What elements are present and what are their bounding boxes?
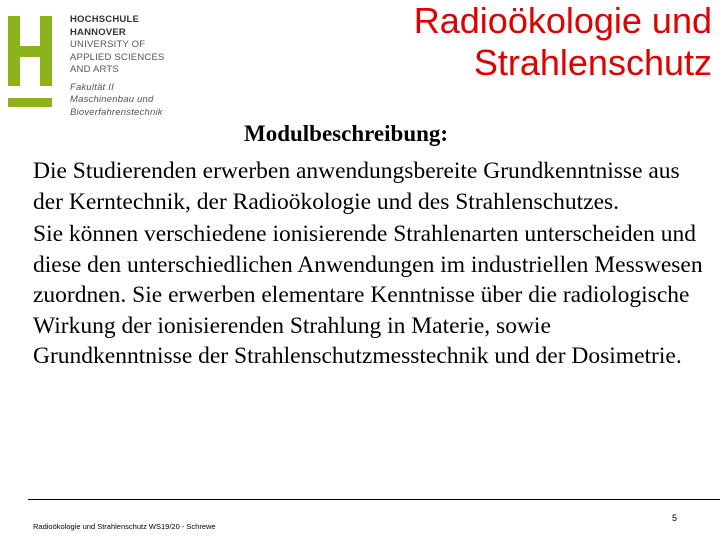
logo-name-line: AND ARTS bbox=[70, 64, 119, 76]
logo-faculty-line: Maschinenbau und bbox=[70, 94, 154, 106]
slide-title-line: Radioökologie und bbox=[413, 0, 712, 41]
logo-name-line: APPLIED SCIENCES bbox=[70, 51, 165, 63]
slide-title-line: Strahlenschutz bbox=[473, 42, 712, 83]
slide-title bbox=[414, 0, 712, 84]
slide-subtitle: Modulbeschreibung: bbox=[244, 121, 449, 146]
logo-faculty bbox=[70, 82, 165, 119]
university-logo bbox=[8, 12, 178, 134]
university-logo-icon bbox=[8, 16, 56, 108]
logo-text bbox=[70, 14, 165, 119]
logo-name-line: UNIVERSITY OF bbox=[70, 39, 146, 51]
slide-body bbox=[33, 156, 703, 372]
body-paragraph: Die Studierenden erwerben anwendungsbereite Grundkenntnisse aus der Kerntechnik, der Radioökologie und des Strahlenschutzes. bbox=[33, 158, 680, 215]
logo-faculty-line: Bioverfahrenstechnik bbox=[70, 106, 163, 118]
body-paragraph: Sie können verschiedene ionisierende Strahlenarten unterscheiden und diese den unterschiedlichen Anwendungen im industriellen Messwesen zuordnen. Sie erwerben elementare Kenntnisse über die radiologische Wirkung der ionisierenden Strahlung in Materie, sowie Grundkenntnisse der Strahlenschutzmesstechnik und der Dosimetrie. bbox=[33, 221, 703, 369]
logo-name-line: HOCHSCHULE bbox=[70, 14, 140, 25]
footer-divider bbox=[28, 499, 720, 500]
logo-name-line: HANNOVER bbox=[70, 26, 126, 38]
footer-text: Radioökologie und Strahlenschutz WS19/20 - Schrewe bbox=[33, 522, 216, 531]
logo-faculty-line: Fakultät II bbox=[70, 81, 114, 93]
page-number: 5 bbox=[672, 513, 678, 523]
